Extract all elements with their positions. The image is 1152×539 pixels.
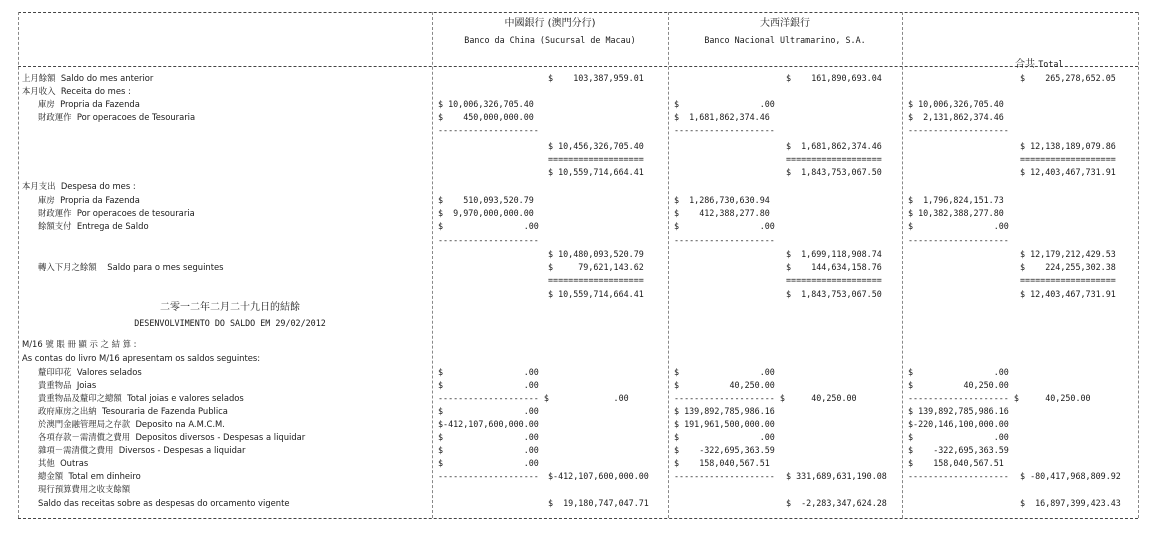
amount-cell: -------------------- xyxy=(908,471,1009,481)
amount-cell: =================== xyxy=(786,275,882,285)
amount-cell: -------------------- xyxy=(908,235,1009,245)
row-label: 現行預算費用之收支餘額 xyxy=(38,484,131,494)
amount-cell: $ 16,897,399,423.43 xyxy=(1020,498,1121,508)
amount-cell: $ .00 xyxy=(438,432,539,442)
row-label: 餘額支付 Entrega de Saldo xyxy=(38,221,149,231)
col-divider-1 xyxy=(432,12,433,518)
amount-cell: $ 10,480,093,520.79 xyxy=(548,249,644,259)
amount-cell: .00 xyxy=(548,393,629,403)
left-border xyxy=(18,12,19,518)
amount-cell: $ .00 xyxy=(438,221,539,231)
amount-cell: $ -322,695,363.59 xyxy=(674,445,775,455)
amount-cell: $ 79,621,143.62 xyxy=(548,262,644,272)
amount-cell: $ 191,961,500,000.00 xyxy=(674,419,775,429)
amount-cell: $ .00 xyxy=(674,367,775,377)
amount-cell: $ 10,559,714,664.41 xyxy=(548,167,644,177)
amount-cell: =================== xyxy=(1020,275,1116,285)
amount-cell: $-412,107,600,000.00 xyxy=(438,419,539,429)
amount-cell: $ 10,006,326,705.40 xyxy=(908,99,1004,109)
amount-cell: $ -80,417,968,809.92 xyxy=(1020,471,1121,481)
amount-cell: $ 40,250.00 xyxy=(674,380,775,390)
amount-cell: -------------------- xyxy=(438,125,539,135)
row-label: 本月收入 Receita do mes : xyxy=(22,86,131,96)
row-label: 其他 Outras xyxy=(38,458,89,468)
amount-cell: $ 103,387,959.01 xyxy=(548,73,644,83)
bottom-border xyxy=(18,518,1138,519)
amount-cell: 40,250.00 xyxy=(786,393,857,403)
amount-cell: $ 10,456,326,705.40 xyxy=(548,141,644,151)
amount-cell: $ 10,006,326,705.40 xyxy=(438,99,534,109)
amount-cell: $ 331,689,631,190.08 xyxy=(786,471,887,481)
row-label: 貴重物品 Joias xyxy=(38,380,97,390)
row-label: Saldo das receitas sobre as despesas do orcamento vigente xyxy=(38,498,290,508)
amount-cell: $ 139,892,785,986.16 xyxy=(674,406,775,416)
amount-cell: $-412,107,600,000.00 xyxy=(548,471,649,481)
amount-cell: =================== xyxy=(548,154,644,164)
amount-cell: $ 1,843,753,067.50 xyxy=(786,289,882,299)
amount-cell: $ .00 xyxy=(908,221,1009,231)
amount-cell: -------------------- xyxy=(674,471,775,481)
amount-cell: $ .00 xyxy=(674,432,775,442)
amount-cell: $ 224,255,302.38 xyxy=(1020,262,1116,272)
bank2-portuguese-name: Banco Nacional Ultramarino, S.A. xyxy=(704,35,866,45)
amount-cell: $ 1,796,824,151.73 xyxy=(908,195,1004,205)
amount-cell: $ 12,138,189,079.86 xyxy=(1020,141,1116,151)
amount-cell: $ .00 xyxy=(438,445,539,455)
amount-cell: $ 10,559,714,664.41 xyxy=(548,289,644,299)
top-border xyxy=(18,12,1138,13)
amount-cell: $ 139,892,785,986.16 xyxy=(908,406,1009,416)
amount-cell: $ 12,403,467,731.91 xyxy=(1020,167,1116,177)
amount-cell: -------------------- $ xyxy=(674,393,785,403)
amount-cell: -------------------- xyxy=(674,235,775,245)
amount-cell: -------------------- xyxy=(674,125,775,135)
col-divider-2 xyxy=(668,12,669,518)
amount-cell: $ 1,681,862,374.46 xyxy=(786,141,882,151)
row-label: 於澳門金融管理局之存款 Deposito na A.M.C.M. xyxy=(38,419,225,429)
row-label: 庫房 Propria da Fazenda xyxy=(38,99,140,109)
amount-cell: $ -2,283,347,624.28 xyxy=(786,498,887,508)
amount-cell: $ 265,278,652.05 xyxy=(1020,73,1116,83)
amount-cell: $ 144,634,158.76 xyxy=(786,262,882,272)
amount-cell: $-220,146,100,000.00 xyxy=(908,419,1009,429)
amount-cell: $ 158,040,567.51 xyxy=(674,458,770,468)
row-label: 本月支出 Despesa do mes : xyxy=(22,181,136,191)
row-label: M/16 號 賬 冊 顯 示 之 結 算 : xyxy=(22,339,137,349)
balance-date-portuguese: DESENVOLVIMENTO DO SALDO EM 29/02/2012 xyxy=(134,318,326,328)
row-label: 上月餘額 Saldo do mes anterior xyxy=(22,73,154,83)
amount-cell: $ 161,890,693.04 xyxy=(786,73,882,83)
amount-cell: $ 40,250.00 xyxy=(908,380,1009,390)
amount-cell: $ .00 xyxy=(438,380,539,390)
row-label: As contas do livro M/16 apresentam os saldos seguintes: xyxy=(22,353,261,363)
bank2-chinese-name: 大西洋銀行 xyxy=(760,18,810,29)
row-label: 釐印印花 Valores selados xyxy=(38,367,142,377)
amount-cell: $ 1,843,753,067.50 xyxy=(786,167,882,177)
right-border xyxy=(1138,12,1139,518)
row-label: 政府庫房之出納 Tesouraria de Fazenda Publica xyxy=(38,406,228,416)
amount-cell: $ .00 xyxy=(438,406,539,416)
bank1-portuguese-name: Banco da China (Sucursal de Macau) xyxy=(464,35,636,45)
balance-date-chinese: 二零一二年二月二十九日的結餘 xyxy=(160,302,300,313)
amount-cell: $ 19,180,747,047.71 xyxy=(548,498,649,508)
amount-cell: 40,250.00 xyxy=(1020,393,1091,403)
amount-cell: $ .00 xyxy=(908,432,1009,442)
row-label: 庫房 Propria da Fazenda xyxy=(38,195,140,205)
row-label: 貴重物品及釐印之總額 Total joias e valores selados xyxy=(38,393,244,403)
amount-cell: =================== xyxy=(1020,154,1116,164)
amount-cell: $ 2,131,862,374.46 xyxy=(908,112,1004,122)
amount-cell: =================== xyxy=(548,275,644,285)
total-portuguese-label: Total xyxy=(1038,59,1064,69)
amount-cell: $ 158,040,567.51 xyxy=(908,458,1004,468)
amount-cell: -------------------- xyxy=(438,471,539,481)
amount-cell: $ .00 xyxy=(908,367,1009,377)
amount-cell: $ 1,286,730,630.94 xyxy=(674,195,770,205)
row-label: 總金額 Total em dinheiro xyxy=(38,471,141,481)
row-label: 各項存款－需清償之費用 Depositos diversos - Despesas a liquidar xyxy=(38,432,306,442)
amount-cell: $ 412,388,277.80 xyxy=(674,208,770,218)
amount-cell: $ 12,403,467,731.91 xyxy=(1020,289,1116,299)
total-chinese-label: 合共 xyxy=(1015,59,1036,70)
amount-cell: -------------------- $ xyxy=(908,393,1019,403)
amount-cell: -------------------- $ xyxy=(438,393,549,403)
row-label: 雜項－需清償之費用 Diversos - Despesas a liquidar xyxy=(38,445,246,455)
amount-cell: $ .00 xyxy=(438,367,539,377)
row-label: 轉入下月之餘額 Saldo para o mes seguintes xyxy=(38,262,224,272)
amount-cell: $ 1,681,862,374.46 xyxy=(674,112,770,122)
amount-cell: -------------------- xyxy=(438,235,539,245)
amount-cell: $ -322,695,363.59 xyxy=(908,445,1009,455)
bank1-chinese-name: 中國銀行 (澳門分行) xyxy=(504,18,596,29)
row-label: 財政運作 Por operacoes de tesouraria xyxy=(38,208,195,218)
amount-cell: =================== xyxy=(786,154,882,164)
amount-cell: $ 12,179,212,429.53 xyxy=(1020,249,1116,259)
amount-cell: $ .00 xyxy=(438,458,539,468)
amount-cell: $ 10,382,388,277.80 xyxy=(908,208,1004,218)
amount-cell: $ .00 xyxy=(674,221,775,231)
amount-cell: $ 450,000,000.00 xyxy=(438,112,534,122)
amount-cell: $ .00 xyxy=(674,99,775,109)
row-label: 財政運作 Por operacoes de Tesouraria xyxy=(38,112,196,122)
amount-cell: $ 510,093,520.79 xyxy=(438,195,534,205)
amount-cell: $ 9,970,000,000.00 xyxy=(438,208,534,218)
amount-cell: $ 1,699,118,908.74 xyxy=(786,249,882,259)
amount-cell: -------------------- xyxy=(908,125,1009,135)
